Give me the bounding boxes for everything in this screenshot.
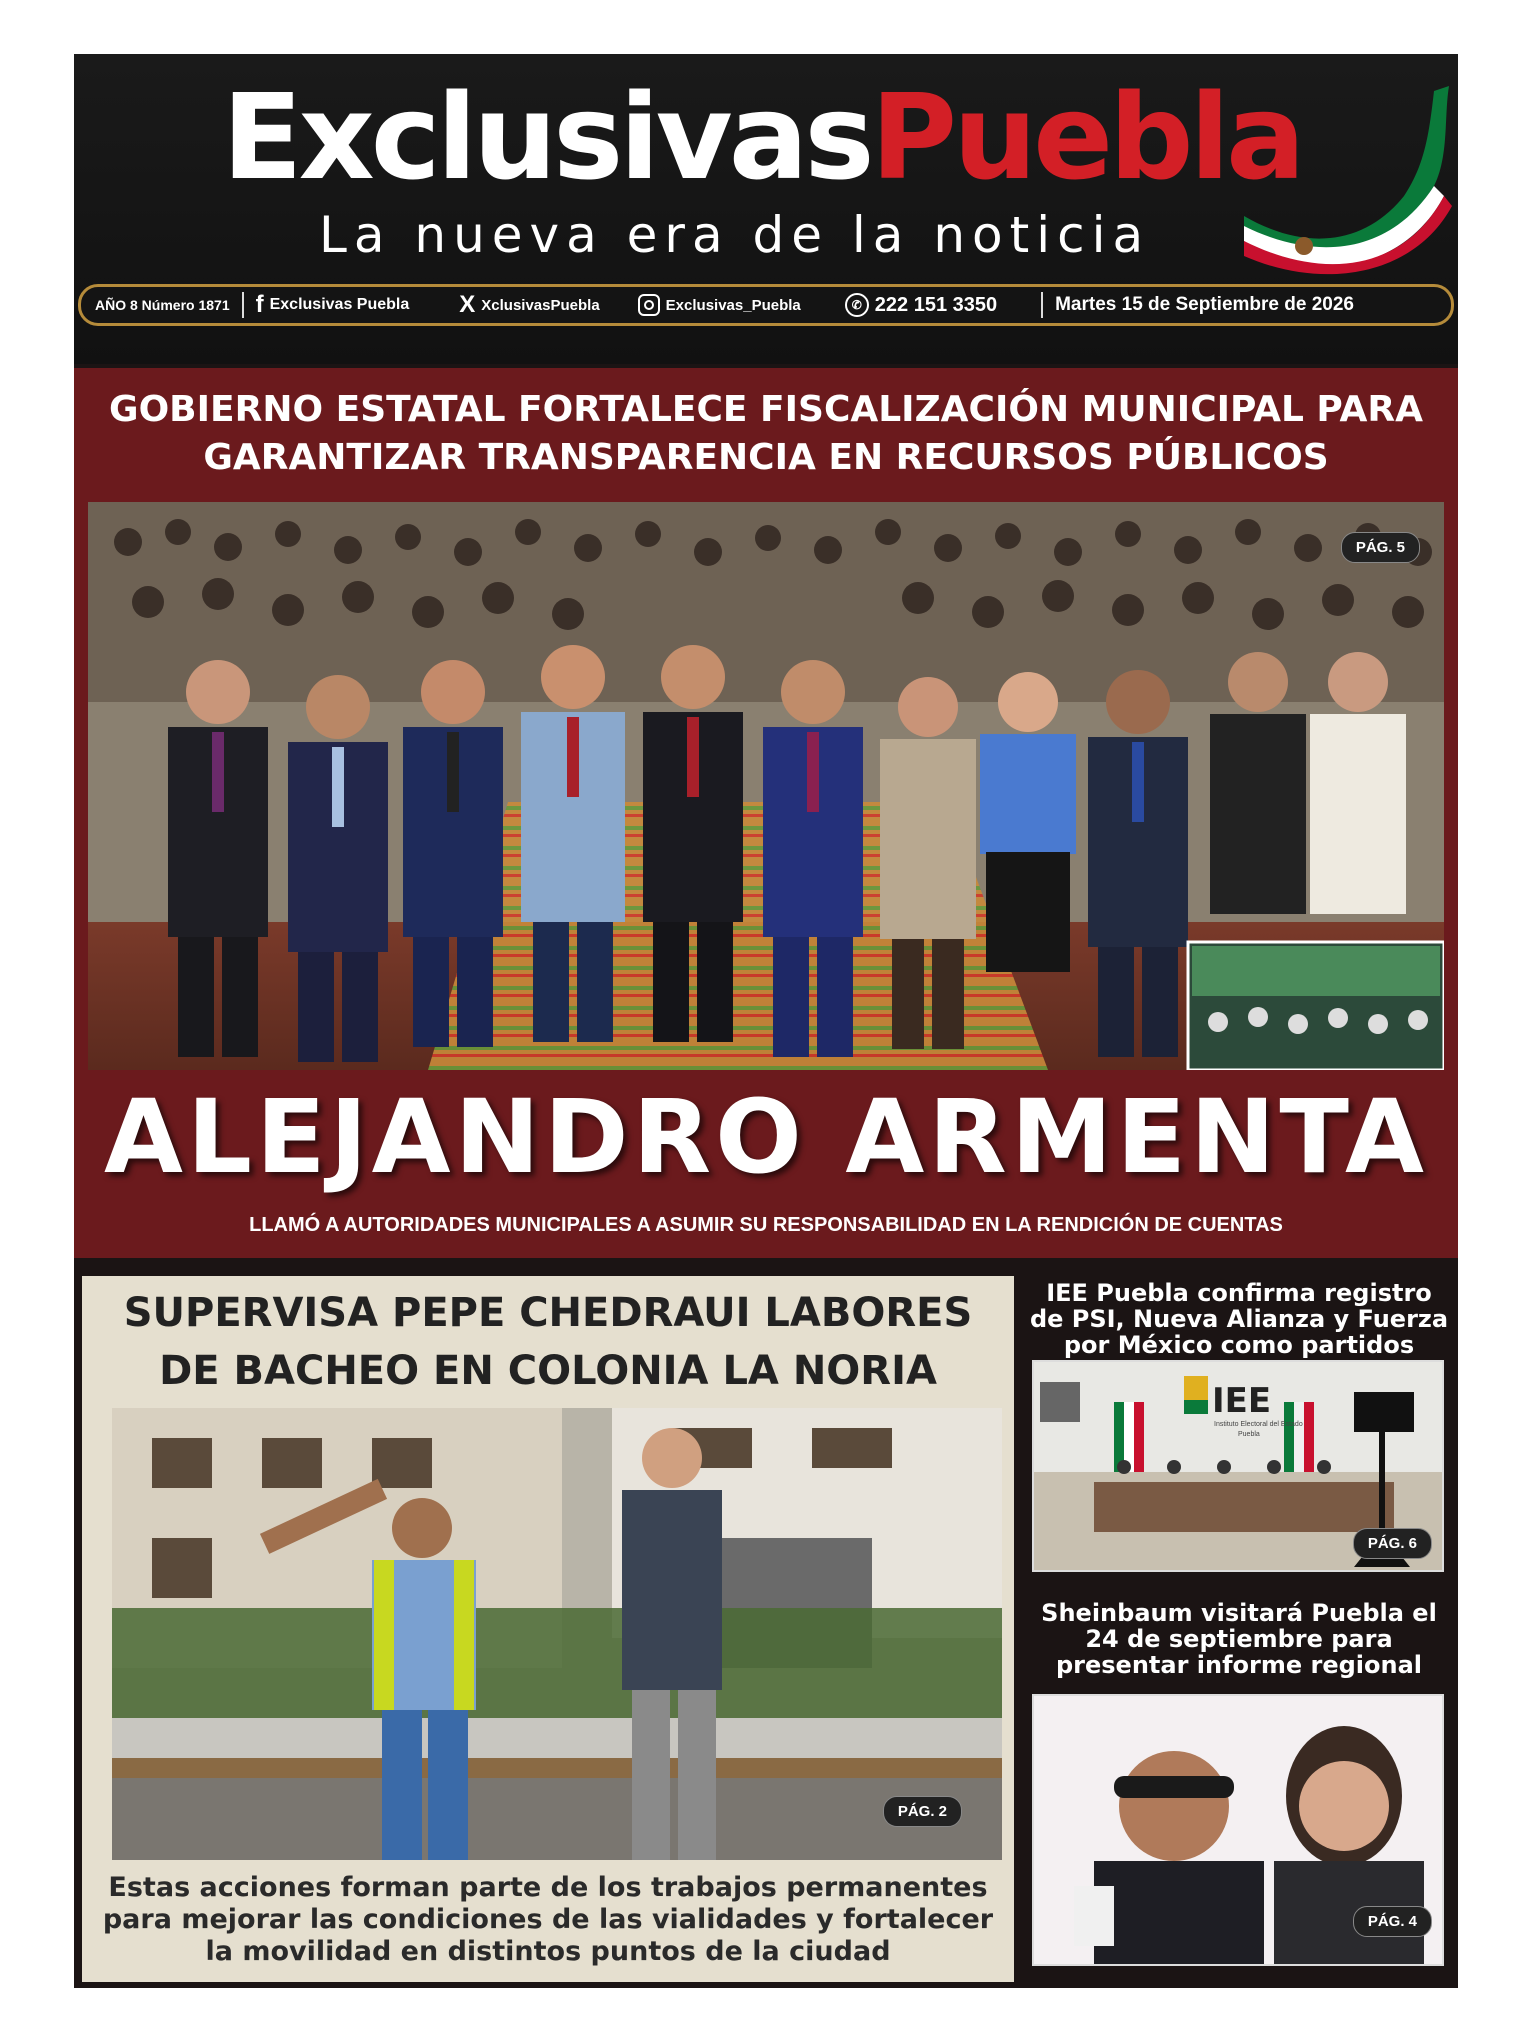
lead-headline[interactable]: GOBIERNO ESTATAL FORTALECE FISCALIZACIÓN MUNICIPAL PARA GARANTIZAR TRANSPARENCIA EN RECURSOS PÚBLICOS xyxy=(109,389,1423,478)
divider xyxy=(421,292,447,318)
x-link[interactable]: X XclusivasPuebla xyxy=(459,291,600,318)
whatsapp-phone[interactable]: ✆ 222 151 3350 xyxy=(845,293,997,317)
divider xyxy=(242,292,244,318)
brand-name-part2: Puebla xyxy=(870,68,1302,206)
group-photo-illustration xyxy=(88,502,1444,1070)
story2-headline[interactable]: SUPERVISA PEPE CHEDRAUI LABORES DE BACHEO EN COLONIA LA NORIA xyxy=(123,1290,973,1394)
street-photo-illustration xyxy=(112,1408,1002,1860)
instagram-icon xyxy=(638,294,660,316)
page-badge[interactable]: PÁG. 5 xyxy=(1341,532,1420,563)
front-page xyxy=(74,54,1458,1988)
issue-number: AÑO 8 Número 1871 xyxy=(95,297,230,313)
issue-date: Martes 15 de Septiembre de 2026 xyxy=(1055,294,1354,315)
story2-photo[interactable] xyxy=(112,1408,1002,1860)
facebook-link[interactable]: f Exclusivas Puebla xyxy=(255,291,410,318)
story2-summary: Estas acciones forman parte de los trabajos permanentes para mejorar las condiciones de las vialidades y fortalecer la movilidad en distintos puntos de la ciudad xyxy=(102,1872,994,1967)
iee-logo-subtitle: Instituto Electoral del Estado xyxy=(1214,1421,1303,1428)
divider xyxy=(813,292,833,318)
brand-logo[interactable] xyxy=(222,68,1302,218)
page-badge[interactable]: PÁG. 4 xyxy=(1353,1906,1432,1937)
page-badge[interactable]: PÁG. 2 xyxy=(883,1796,962,1827)
tagline: La nueva era de la noticia xyxy=(319,206,1151,264)
story-chedraui[interactable] xyxy=(82,1276,1014,1982)
lead-subhead: LLAMÓ A AUTORIDADES MUNICIPALES A ASUMIR SU RESPONSABILIDAD EN LA RENDICIÓN DE CUENTAS xyxy=(249,1214,1283,1236)
story3-headline[interactable]: IEE Puebla confirma registro de PSI, Nueva Alianza y Fuerza por México como partidos xyxy=(1029,1279,1449,1359)
divider xyxy=(612,292,626,318)
story4-headline[interactable]: Sheinbaum visitará Puebla el 24 de septiembre para presentar informe regional xyxy=(1041,1599,1437,1679)
instagram-link[interactable]: Exclusivas_Puebla xyxy=(638,294,801,316)
brand-name-part1: Exclusivas xyxy=(222,68,871,206)
story4-photo[interactable] xyxy=(1032,1694,1444,1966)
lead-story[interactable] xyxy=(74,368,1458,1258)
lead-photo[interactable] xyxy=(88,502,1444,1070)
page-badge[interactable]: PÁG. 6 xyxy=(1353,1528,1432,1559)
masthead xyxy=(74,54,1458,364)
facebook-icon: f xyxy=(255,291,264,318)
story3-photo[interactable] xyxy=(1032,1360,1444,1572)
x-icon: X xyxy=(459,291,476,318)
whatsapp-icon: ✆ xyxy=(845,293,869,317)
divider xyxy=(1041,292,1043,318)
iee-logo-text: IEE xyxy=(1212,1381,1272,1421)
lead-name[interactable]: ALEJANDRO ARMENTA xyxy=(104,1078,1428,1197)
iee-logo-subtitle-2: Puebla xyxy=(1238,1431,1260,1438)
info-bar xyxy=(78,284,1454,326)
mexican-flag-ribbon-icon xyxy=(1234,76,1454,286)
